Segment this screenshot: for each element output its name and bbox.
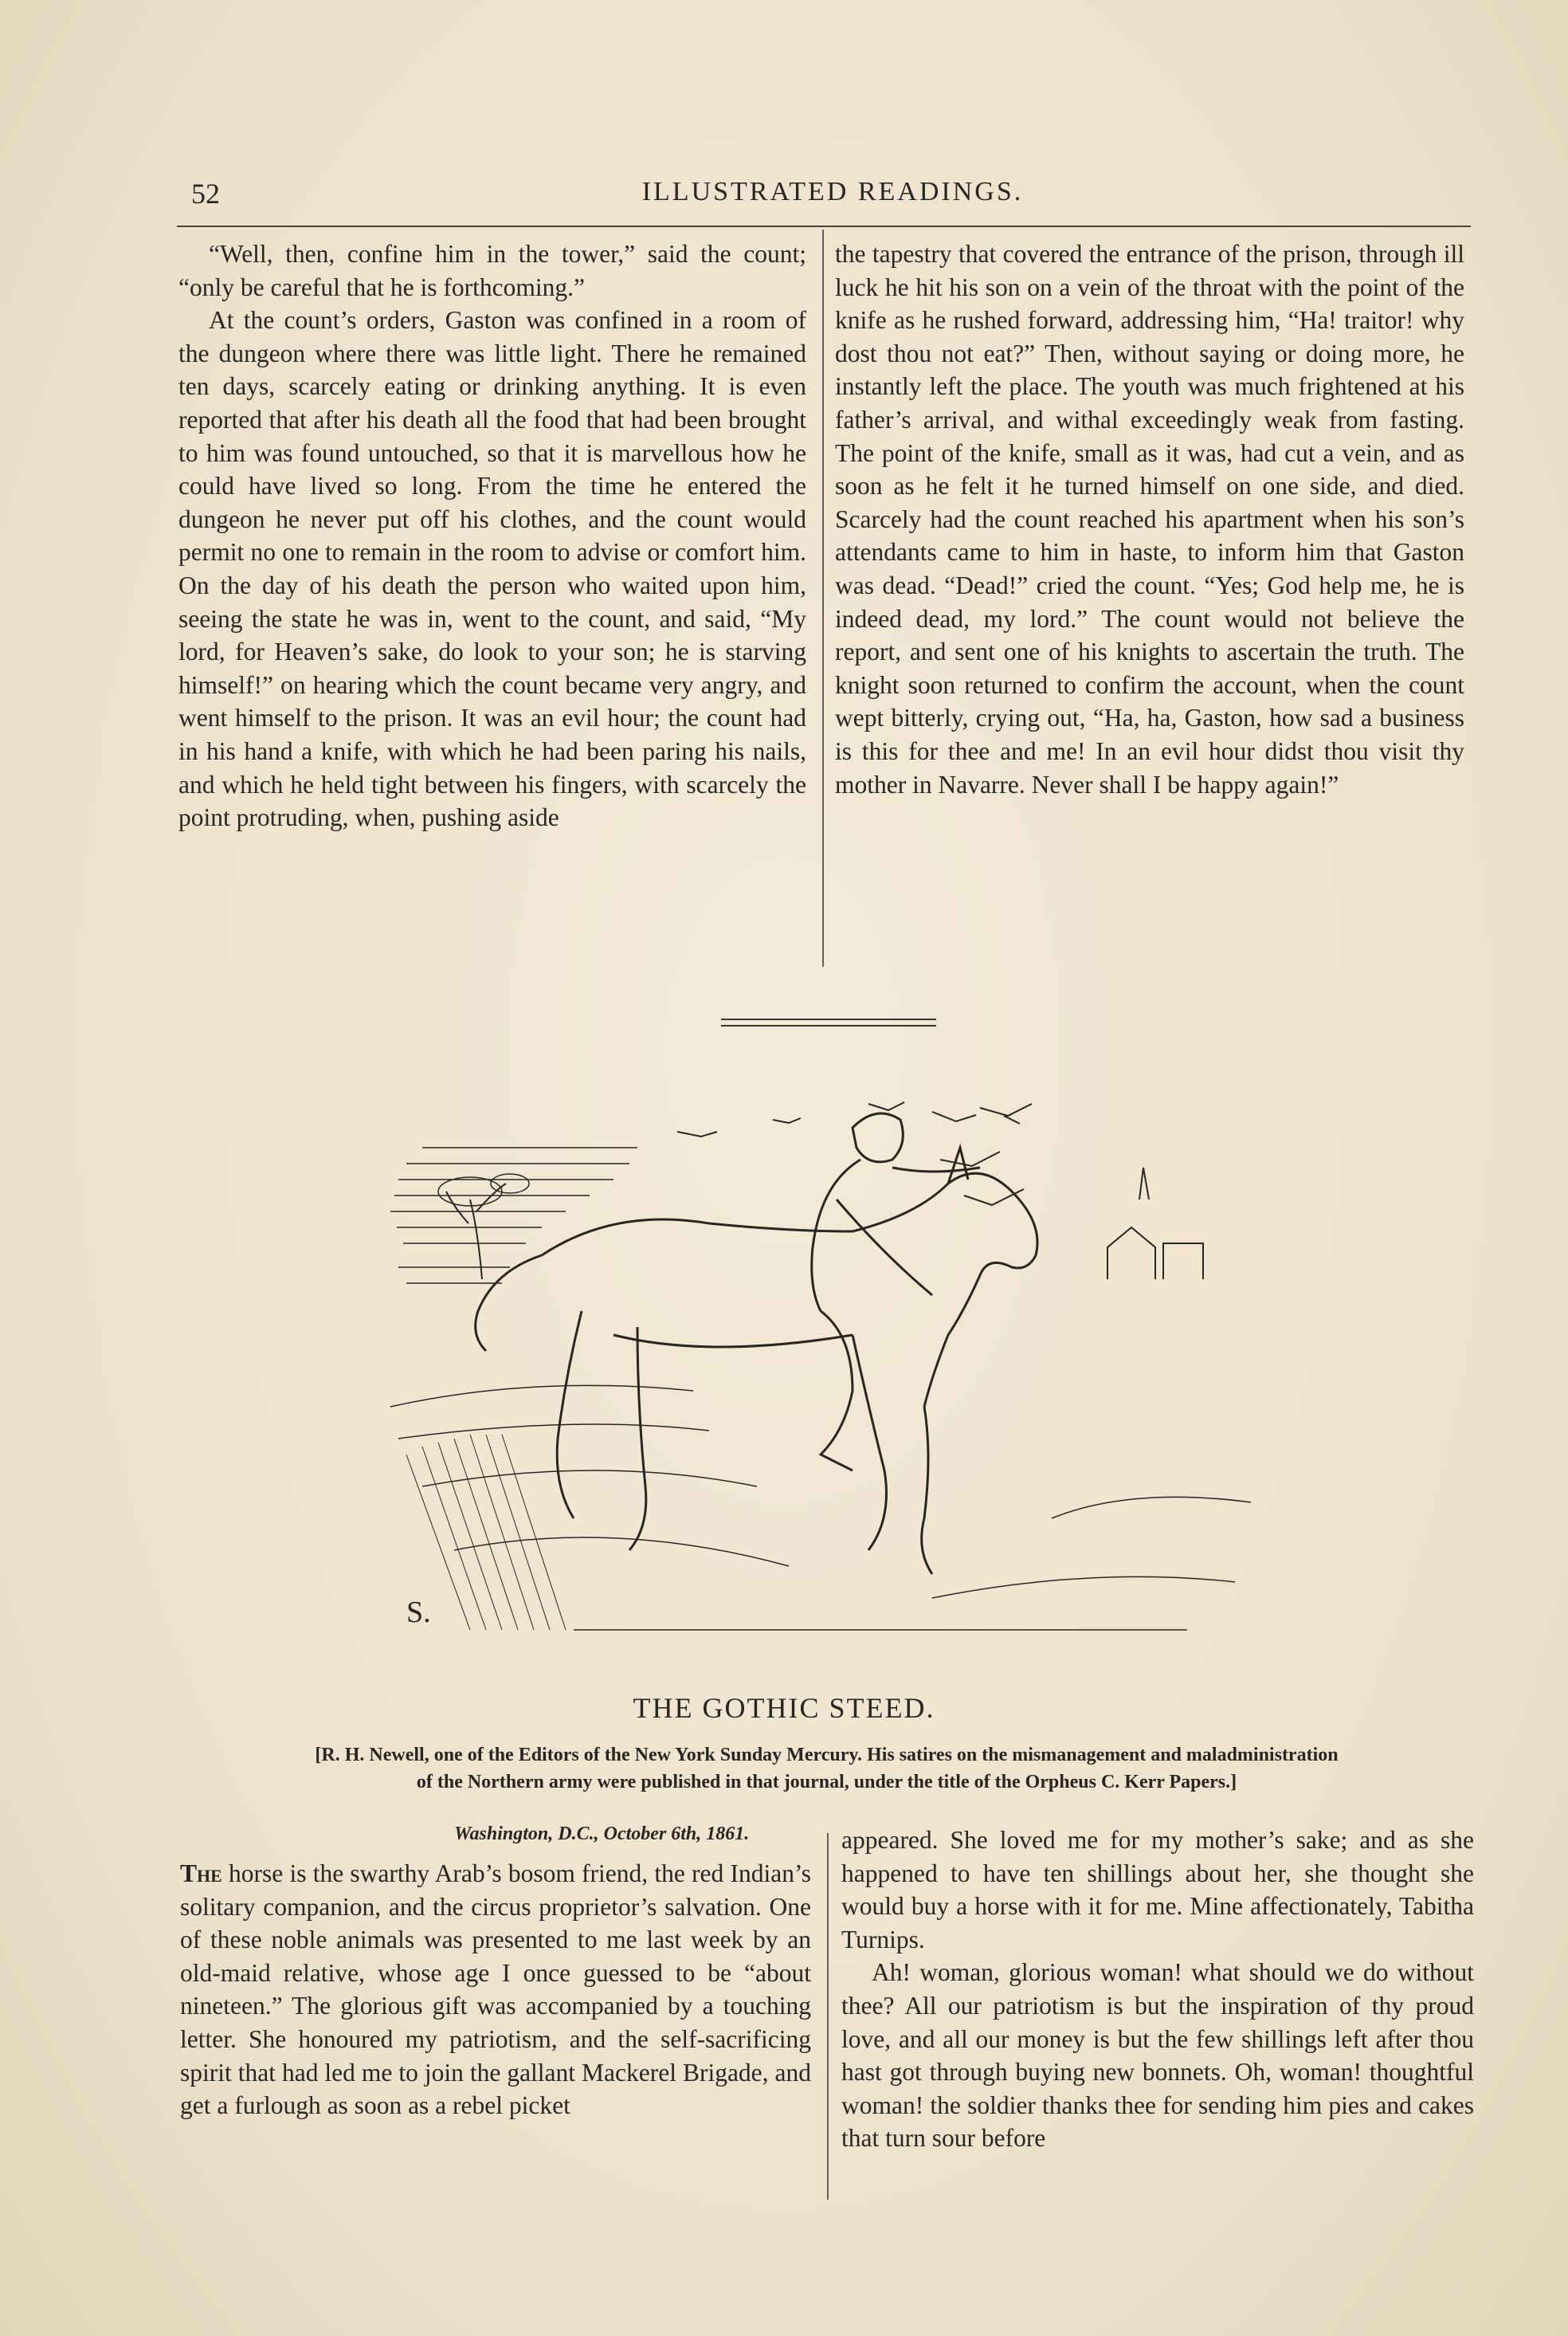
paragraph: “Well, then, confine him in the tower,” said the count; “only be careful that he is forthcoming.” xyxy=(178,240,806,301)
paragraph: appeared. She loved me for my mother’s sake; and as she happened to have ten shillings about her, she thought she would buy a horse with it for me. Mine affectionately, Tabitha Turnips. xyxy=(841,1826,1474,1953)
paragraph-text: horse is the swarthy Arab’s bosom friend, the red Indian’s solitary companion, and the circus proprietor’s salvation. One of these noble animals was presented to me last week by an old-maid relative, whose age I once guessed to be “about nineteen.” The glorious gift was accompanied by a touching letter. She honoured my patriotism, and the self-sacrificing spirit that had led me to join the gallant Mackerel Brigade, and get a furlough as soon as a rebel picket xyxy=(180,1859,811,2120)
lead-word: The xyxy=(180,1859,222,1887)
engraver-signature: S. xyxy=(406,1596,431,1629)
distant-house xyxy=(1107,1168,1203,1279)
flying-birds xyxy=(677,1102,1032,1205)
dateline: Washington, D.C., October 6th, 1861. xyxy=(454,1824,750,1844)
engraving-rider-on-horse xyxy=(374,1072,1283,1662)
bottom-right-column xyxy=(841,1824,1474,2155)
distant-tree xyxy=(438,1174,529,1279)
column-rule xyxy=(827,1833,829,2200)
paragraph: At the count’s orders, Gaston was confined in a room of the dungeon where there was little light. There he remained ten days, scarcely eating or drinking anything. It is even reported that after his death all the food that had been brought to him was found untouched, so that it is marvellous how he could have lived so long. From the time he entered the dungeon he never put off his clothes, and the count would permit no one to remain in the room to advise or comfort him. On the day of his death the person who waited upon him, seeing the state he was in, went to the count, and said, “My lord, for Heaven’s sake, do look to your son; he is starving himself!” on hearing which the count became very angry, and went himself to the prison. It was an evil hour; the count had in his hand a knife, with which he had been paring his nails, and which he held tight between his fingers, with scarcely the point protruding, when, pushing aside xyxy=(178,306,806,832)
running-title: ILLUSTRATED READINGS. xyxy=(641,177,1024,206)
header-rule xyxy=(177,226,1471,227)
sky-hatching xyxy=(390,1148,637,1283)
column-rule xyxy=(822,230,824,967)
editor-note xyxy=(179,1741,1474,1796)
ground xyxy=(390,1385,1251,1630)
engraving-svg xyxy=(374,1072,1283,1662)
running-head xyxy=(191,177,1474,217)
paragraph xyxy=(180,1857,811,2122)
editor-note-line: [R. H. Newell, one of the Editors of the New York Sunday Mercury. His satires on the mismanagement and maladministration xyxy=(315,1745,1339,1765)
top-left-column xyxy=(178,238,806,834)
editor-note-line: of the Northern army were published in that journal, under the title of the Orpheus C. Kerr Papers.] xyxy=(416,1772,1237,1792)
paragraph: Ah! woman, glorious woman! what should we do without thee? All our patriotism is but the inspiration of thy proud love, and all our money is but the few shillings left after thou hast got through buying new bonnets. Oh, woman! thoughtful woman! the soldier thanks thee for sending him pies and cakes that turn sour before xyxy=(841,1958,1474,2153)
section-divider xyxy=(721,1019,936,1020)
top-right-column xyxy=(835,238,1464,801)
section-divider xyxy=(721,1025,936,1027)
paragraph: the tapestry that covered the entrance of the prison, through ill luck he hit his son on a vein of the throat with the point of the knife as he rushed forward, addressing him, “Ha! traitor! why dost thou not eat?” Then, without saying or doing more, he instantly left the place. The youth was much frightened at his father’s arrival, and withal exceedingly weak from fasting. The point of the knife, small as it was, had cut a vein, and as soon as he felt it he turned himself on one side, and died. Scarcely had the count reached his apartment when his son’s attendants came to him in haste, to inform him that Gaston was dead. “Dead!” cried the count. “Yes; God help me, he is indeed dead, my lord.” The count would not believe the report, and sent one of his knights to ascertain the truth. The knight soon returned to confirm the account, when the count wept bitterly, crying out, “Ha, ha, Gaston, how sad a business is this for thee and me! In an evil hour didst thou visit thy mother in Navarre. Never shall I be happy again!” xyxy=(835,240,1464,799)
article-title: THE GOTHIC STEED. xyxy=(633,1692,935,1724)
page-number: 52 xyxy=(191,178,220,210)
bottom-left-column xyxy=(180,1857,811,2122)
